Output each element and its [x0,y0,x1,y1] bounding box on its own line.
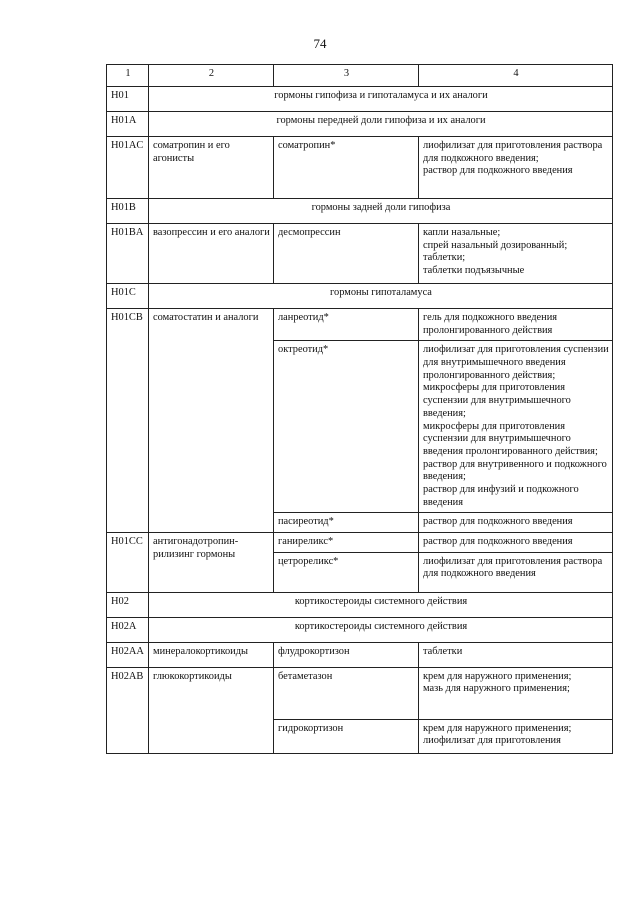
drug-name: десмопрессин [274,224,419,284]
dosage-forms: таблетки [419,642,613,667]
group-row [107,87,613,112]
atc-code: H02AA [107,642,149,667]
drug-name: флудрокортизон [274,642,419,667]
group-row [107,199,613,224]
pharm-group: соматостатин и аналоги [149,309,274,533]
atc-code: H01C [107,284,149,309]
atc-code: H01B [107,199,149,224]
table-row [107,533,613,553]
atc-code: H01A [107,112,149,137]
pharm-group: антигонадотропин-рилизинг гормоны [149,533,274,593]
table-header-row [107,65,613,87]
pharm-group: вазопрессин и его аналоги [149,224,274,284]
header-cell: 1 [107,65,149,87]
drug-name: соматропин* [274,137,419,199]
dosage-forms: крем для наружного применения; лиофилизат для приготовления [419,719,613,753]
pharm-group: минералокортикоиды [149,642,274,667]
page-number: 74 [313,36,327,51]
table-row [107,224,613,284]
header-cell: 3 [274,65,419,87]
group-row [107,284,613,309]
pharm-group: глюкокортикоиды [149,667,274,753]
atc-code: H01AC [107,137,149,199]
atc-code: H02AB [107,667,149,753]
atc-code: H01CB [107,309,149,533]
group-title: кортикостероиды системного действия [149,592,613,617]
dosage-forms: лиофилизат для приготовления раствора для подкожного введения [419,552,613,592]
table-row [107,137,613,199]
drug-name: ланреотид* [274,309,419,341]
drug-name: бетаметазон [274,667,419,719]
atc-code: H02A [107,617,149,642]
group-title: кортикостероиды системного действия [149,617,613,642]
atc-code: H02 [107,592,149,617]
table-row [107,667,613,719]
table-row [107,309,613,341]
drug-name: пасиреотид* [274,513,419,533]
group-row [107,112,613,137]
atc-code: H01CC [107,533,149,593]
atc-code: H01 [107,87,149,112]
header-cell: 2 [149,65,274,87]
group-title: гормоны задней доли гипофиза [149,199,613,224]
dosage-forms: лиофилизат для приготовления раствора для подкожного введения; раствор для подкожного введения [419,137,613,199]
dosage-forms: капли назальные; спрей назальный дозированный; таблетки; таблетки подъязычные [419,224,613,284]
drug-table [106,64,613,754]
header-cell: 4 [419,65,613,87]
drug-name: октреотид* [274,341,419,513]
drug-name: гидрокортизон [274,719,419,753]
dosage-forms: гель для подкожного введения пролонгированного действия [419,309,613,341]
group-title: гормоны передней доли гипофиза и их аналоги [149,112,613,137]
atc-code: H01BA [107,224,149,284]
group-row [107,592,613,617]
group-title: гормоны гипофиза и гипоталамуса и их аналоги [149,87,613,112]
dosage-forms: лиофилизат для приготовления суспензии для внутримышечного введения пролонгированного действия; микросферы для приготовления суспензии для внутримышечного введения; микросферы для приготовления суспензии для внутримышечного введения пролонгированного действия; раствор для внутривенного и подкожного введения; раствор для инфузий и подкожного введения [419,341,613,513]
group-title: гормоны гипоталамуса [149,284,613,309]
dosage-forms: раствор для подкожного введения [419,533,613,553]
table-row [107,642,613,667]
drug-name: цетрореликс* [274,552,419,592]
group-row [107,617,613,642]
pharm-group: соматропин и его агонисты [149,137,274,199]
drug-name: ганиреликс* [274,533,419,553]
dosage-forms: раствор для подкожного введения [419,513,613,533]
dosage-forms: крем для наружного применения; мазь для наружного применения; [419,667,613,719]
